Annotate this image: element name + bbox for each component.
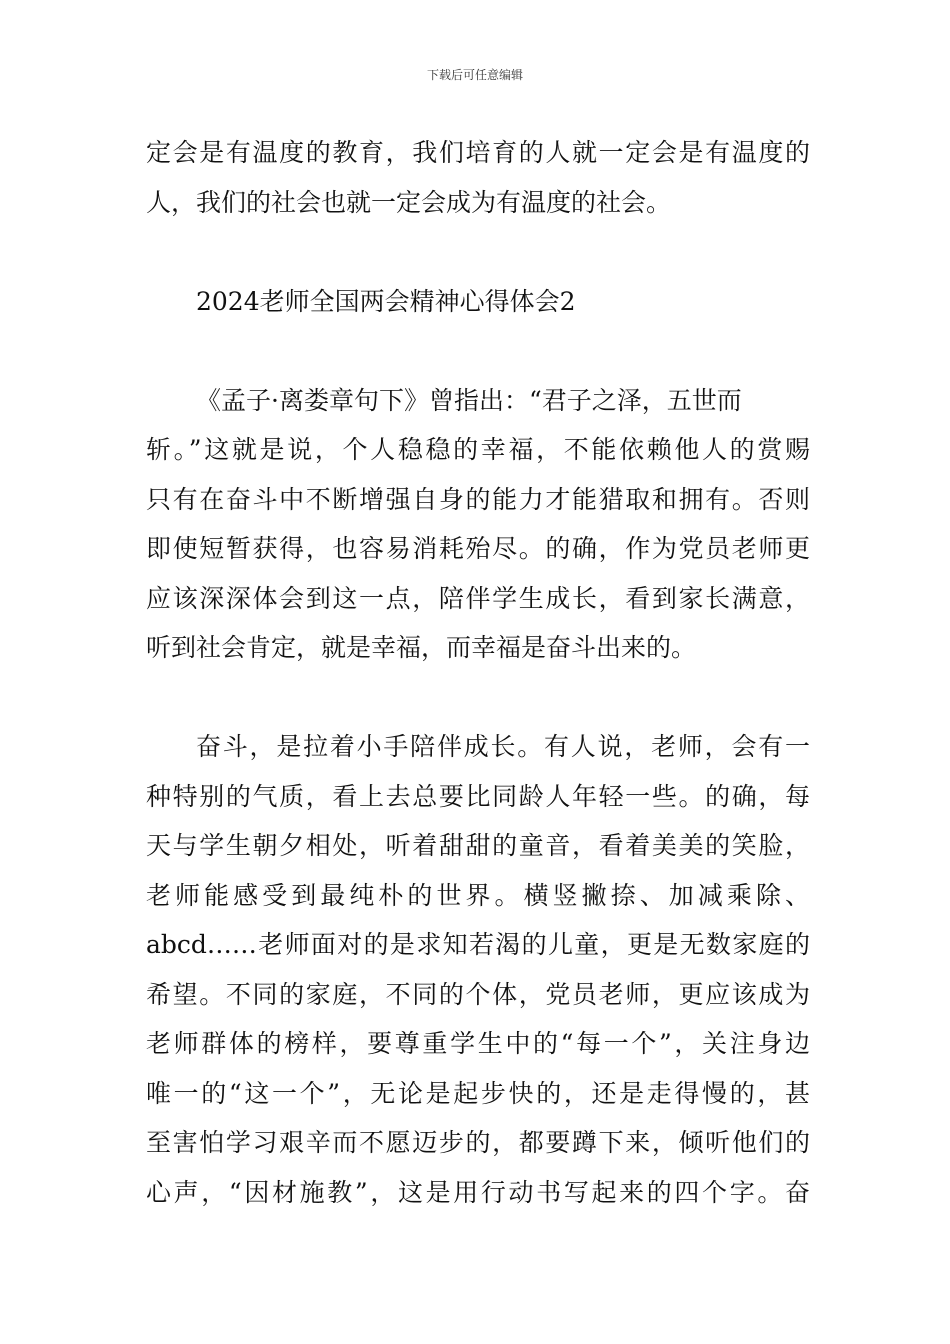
text-line: 唯一的“这一个”，无论是起步快的，还是走得慢的，甚 [146,1078,810,1108]
document-body [146,128,810,1217]
heading-line: 2024老师全国两会精神心得体会2 [196,286,576,316]
text-line: 希望。不同的家庭，不同的个体，党员老师，更应该成为 [146,979,810,1009]
text-line: 应该深深体会到这一点，陪伴学生成长，看到家长满意， [146,583,810,613]
text-line: 人，我们的社会也就一定会成为有温度的社会。 [146,187,672,217]
text-line: 老师群体的榜样，要尊重学生中的“每一个”，关注身边 [146,1029,810,1058]
section-heading [146,277,810,327]
paragraph-3 [146,722,810,1217]
page-header: 下载后可任意编辑 [426,68,523,82]
text-line: 至害怕学习艰辛而不愿迈步的，都要蹲下来，倾听他们的 [146,1128,810,1157]
text-line: 天与学生朝夕相处，听着甜甜的童音，看着美美的笑脸， [146,831,810,860]
text-line: 定会是有温度的教育，我们培育的人就一定会是有温度的 [146,138,810,167]
text-line: 斩。”这就是说，个人稳稳的幸福，不能依赖他人的赏赐 [146,435,810,464]
paragraph-2 [146,376,810,673]
text-line: 奋斗，是拉着小手陪伴成长。有人说，老师，会有一 [196,732,810,761]
text-line: abcd……老师面对的是求知若渴的儿童，更是无数家庭的 [146,930,810,959]
paragraph-1 [146,128,810,227]
text-line: 种特别的气质，看上去总要比同龄人年轻一些。的确，每 [146,781,810,811]
text-line: 心声，“因材施教”，这是用行动书写起来的四个字。奋 [146,1177,810,1207]
text-line: 即使短暂获得，也容易消耗殆尽。的确，作为党员老师更 [146,534,810,563]
text-line: 只有在奋斗中不断增强自身的能力才能猎取和拥有。否则 [146,484,810,514]
text-line: 听到社会肯定，就是幸福，而幸福是奋斗出来的。 [146,633,697,662]
text-line: 老师能感受到最纯朴的世界。横竖撇捺、加减乘除、 [146,880,810,910]
text-line: 《孟子·离娄章句下》曾指出：“君子之泽，五世而 [196,385,742,415]
